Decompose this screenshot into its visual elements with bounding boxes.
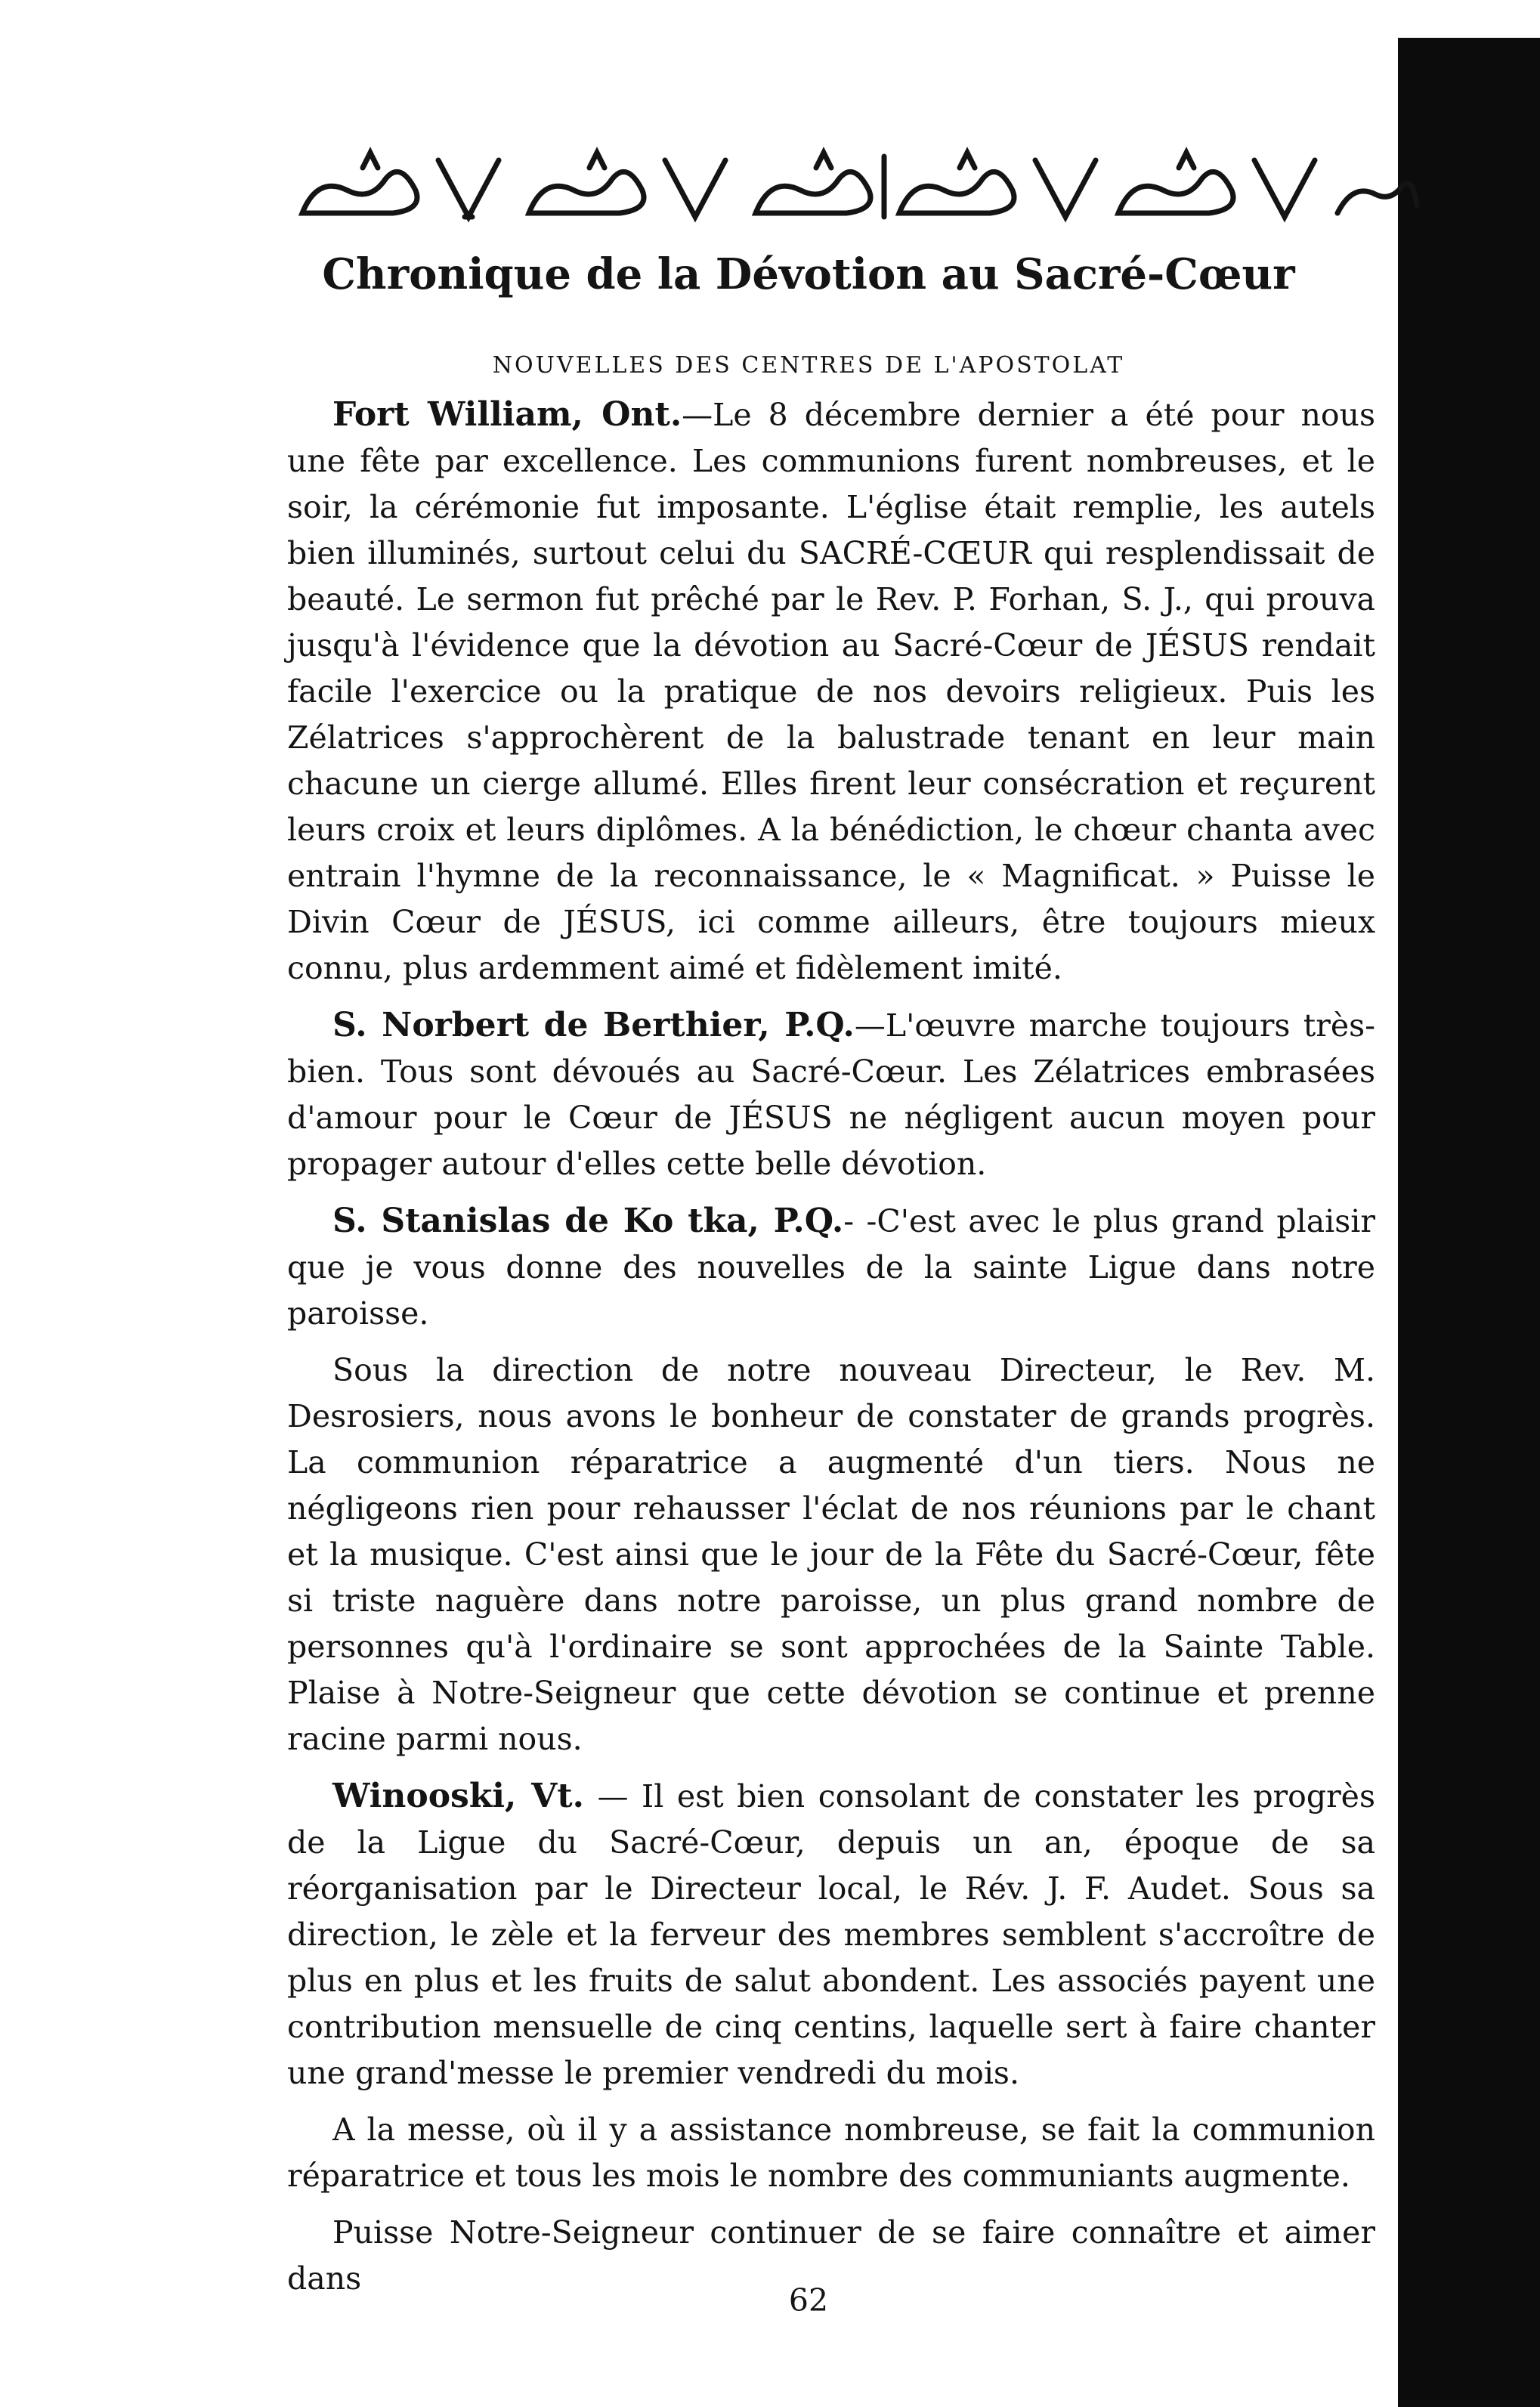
- page-number: 62: [788, 2282, 829, 2319]
- paragraph-text: - -C'est avec le plus grand plaisir que je vous donne des nouvelles de la sainte Ligue dans notre paroisse.: [287, 1203, 1375, 1332]
- paragraph: [287, 1198, 1375, 1337]
- section-heading: Winooski, Vt.: [332, 1777, 584, 1815]
- section-norbert-berthier: [287, 1002, 1375, 1187]
- paragraph-text: —L'œuvre marche toujours très-bien. Tous sont dévoués au Sacré-Cœur. Les Zélatrices embrasées d'amour pour le Cœur de JÉSUS ne négligent aucun moyen pour propager autour d'elles cette belle dévotion.: [287, 1007, 1375, 1182]
- paragraph-text: — Il est bien consolant de constater les progrès de la Ligue du Sacré-Cœur, depuis un an, époque de sa réorganisation par le Directeur local, le Rév. J. F. Audet. Sous sa direction, le zèle et la ferveur des membres semblent s'accroître de plus en plus et les fruits de salut abondent. Les associés payent une contribution mensuelle de cinq centins, laquelle sert à faire chanter une grand'messe le premier vendredi du mois.: [287, 1778, 1375, 2091]
- paragraph: [287, 1773, 1375, 2096]
- section-heading: S. Stanislas de Ko tka, P.Q.: [332, 1202, 844, 1240]
- article-body: [287, 391, 1375, 2313]
- paragraph-text: —Le 8 décembre dernier a été pour nous une fête par excellence. Les communions furent nombreuses, et le soir, la cérémonie fut imposante. L'église était remplie, les autels bien illuminés, surtout celui du SACRÉ-CŒUR qui resplendissait de beauté. Le sermon fut prêché par le Rev. P. Forhan, S. J., qui prouva jusqu'à l'évidence que la dévotion au Sacré-Cœur de JÉSUS rendait facile l'exercice ou la pratique de nos devoirs religieux. Puis les Zélatrices s'approchèrent de la balustrade tenant en leur main chacune un cierge allumé. Elles firent leur consécration et reçurent leurs croix et leurs diplômes. A la bénédiction, le chœur chanta avec entrain l'hymne de la reconnaissance, le « Magnificat. » Puisse le Divin Cœur de JÉSUS, ici comme ailleurs, être toujours mieux connu, plus ardemment aimé et fidèlement imité.: [287, 397, 1376, 986]
- paragraph: A la messe, où il y a assistance nombreuse, se fait la communion réparatrice et tous les mois le nombre des communiants augmente.: [287, 2112, 1375, 2194]
- paragraph: [287, 1002, 1375, 1187]
- paragraph: [287, 391, 1375, 992]
- section-heading: S. Norbert de Berthier, P.Q.: [332, 1006, 855, 1044]
- decorative-scroll-border-icon: [287, 145, 1421, 230]
- section-winooski: [287, 1773, 1375, 2302]
- section-fort-william: [287, 391, 1375, 992]
- scan-edge-shadow: [1398, 38, 1540, 2407]
- page-subtitle: NOUVELLES DES CENTRES DE L'APOSTOLAT: [492, 352, 1125, 379]
- section-stanislas-kostka: [287, 1198, 1375, 1762]
- page-title: Chronique de la Dévotion au Sacré-Cœur: [322, 249, 1295, 299]
- paragraph: Sous la direction de notre nouveau Directeur, le Rev. M. Desrosiers, nous avons le bonheur de constater de grands progrès. La communion réparatrice a augmenté d'un tiers. Nous ne négligeons rien pour rehausser l'éclat de nos réunions par le chant et la musique. C'est ainsi que le jour de la Fête du Sacré-Cœur, fête si triste naguère dans notre paroisse, un plus grand nombre de personnes qu'à l'ordinaire se sont approchées de la Sainte Table. Plaise à Notre-Seigneur que cette dévotion se continue et prenne racine parmi nous.: [287, 1352, 1375, 1757]
- section-heading: Fort William, Ont.: [332, 395, 682, 434]
- paragraph: Puisse Notre-Seigneur continuer de se faire connaître et aimer dans: [287, 2214, 1375, 2297]
